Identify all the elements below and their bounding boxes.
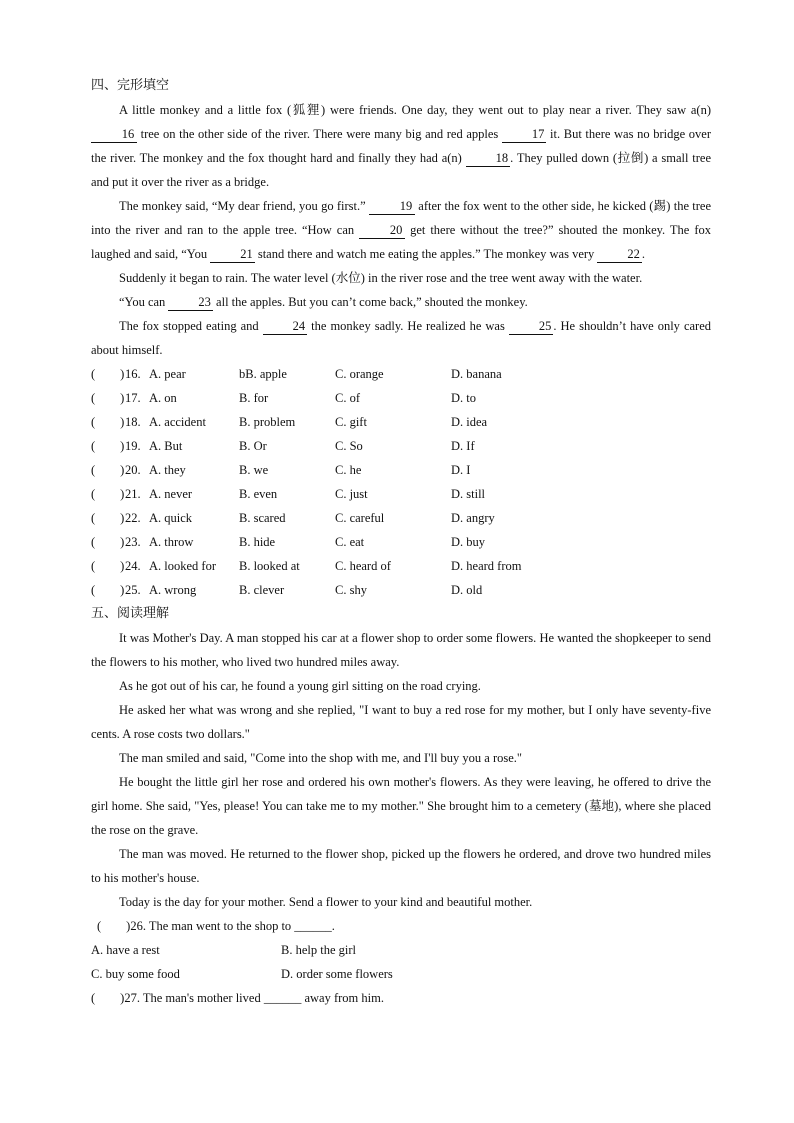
option-a: A. on xyxy=(149,391,177,405)
question-row xyxy=(91,578,711,602)
worksheet-page xyxy=(91,74,711,1010)
reading-paragraph: It was Mother's Day. A man stopped his car at a flower shop to order some flowers. He wanted the shopkeeper to send the flowers to his mother, who lived two hundred miles away. xyxy=(91,631,711,669)
option-d: D. heard from xyxy=(451,559,522,573)
blank-16: 16 xyxy=(91,126,137,143)
answer-paren: ( ) xyxy=(91,511,125,525)
option-b: B. even xyxy=(239,487,278,501)
question-row xyxy=(91,554,711,578)
answer-paren: ( ) xyxy=(91,535,125,549)
option-b: bB. apple xyxy=(239,367,287,381)
option-a: A. But xyxy=(149,439,183,453)
option-a: A. wrong xyxy=(149,583,197,597)
blank-19: 19 xyxy=(369,198,415,215)
question-row xyxy=(91,410,711,434)
option-b: B. for xyxy=(239,391,269,405)
answer-paren: ( ) xyxy=(91,559,125,573)
option-d: D. If xyxy=(451,439,475,453)
question-number: 20. xyxy=(125,463,141,477)
option-b: B. help the girl xyxy=(281,943,356,957)
option-b: B. scared xyxy=(239,511,286,525)
question-number: 23. xyxy=(125,535,141,549)
blank-22: 22 xyxy=(597,246,642,263)
question-number: 18. xyxy=(125,415,141,429)
option-d: D. order some flowers xyxy=(281,967,393,981)
option-c: C. careful xyxy=(335,511,385,525)
question-26-options-row-2 xyxy=(91,962,711,986)
cloze-paragraph xyxy=(91,266,711,290)
option-c: C. heard of xyxy=(335,559,391,573)
reading-paragraph: He bought the little girl her rose and ordered his own mother's flowers. As they were leaving, he offered to drive the girl home. She said, "Yes, please! You can take me to my mother." She brought him to a cemetery (墓地), where she placed the rose on the grave. xyxy=(91,775,711,837)
option-c: C. he xyxy=(335,463,362,477)
passage-text: it. But there was no bridge over the river. The monkey and the fox thought hard and finally they had a(n) xyxy=(91,127,711,165)
option-d: D. I xyxy=(451,463,471,477)
question-number: 24. xyxy=(125,559,141,573)
option-a: A. pear xyxy=(149,367,186,381)
reading-paragraph: He asked her what was wrong and she replied, "I want to buy a red rose for my mother, but I only have seventy-five cents. A rose costs two dollars." xyxy=(91,703,711,741)
option-a: A. accident xyxy=(149,415,206,429)
question-number: 25. xyxy=(125,583,141,597)
option-c: C. eat xyxy=(335,535,365,549)
blank-21: 21 xyxy=(210,246,255,263)
answer-paren: ( ) xyxy=(91,583,125,597)
cloze-questions xyxy=(91,362,711,602)
blank-23: 23 xyxy=(168,294,213,311)
option-d: D. buy xyxy=(451,535,486,549)
option-a: A. have a rest xyxy=(91,943,160,957)
question-row xyxy=(91,482,711,506)
passage-text: A little monkey and a little fox (狐狸) were friends. One day, they went out to play near a river. They saw a(n) xyxy=(119,103,711,117)
question-number: 16. xyxy=(125,367,141,381)
answer-paren: ( ) xyxy=(91,439,125,453)
passage-text: The fox stopped eating and xyxy=(119,319,263,333)
option-b: B. hide xyxy=(239,535,276,549)
cloze-paragraph xyxy=(91,98,711,194)
option-d: D. still xyxy=(451,487,486,501)
option-c: C. So xyxy=(335,439,363,453)
option-b: B. clever xyxy=(239,583,285,597)
option-a: A. throw xyxy=(149,535,194,549)
option-c: C. buy some food xyxy=(91,967,180,981)
option-b: B. Or xyxy=(239,439,267,453)
option-a: A. never xyxy=(149,487,193,501)
reading-paragraph: As he got out of his car, he found a young girl sitting on the road crying. xyxy=(119,679,481,693)
cloze-paragraph xyxy=(91,194,711,266)
reading-paragraph: The man was moved. He returned to the flower shop, picked up the flowers he ordered, and drove two hundred miles to his mother's house. xyxy=(91,847,711,885)
option-d: D. to xyxy=(451,391,476,405)
question-row xyxy=(91,458,711,482)
question-stem: 26. The man went to the shop to ______. xyxy=(130,919,335,933)
option-c: C. gift xyxy=(335,415,367,429)
passage-text: . xyxy=(641,247,646,261)
option-a: A. quick xyxy=(149,511,193,525)
question-row xyxy=(91,362,711,386)
blank-20: 20 xyxy=(359,222,405,239)
reading-paragraph: Today is the day for your mother. Send a flower to your kind and beautiful mother. xyxy=(119,895,533,909)
blank-25: 25 xyxy=(509,318,554,335)
question-number: 22. xyxy=(125,511,141,525)
question-number: 19. xyxy=(125,439,141,453)
passage-text: The monkey said, “My dear friend, you go first.” xyxy=(119,199,369,213)
option-c: C. orange xyxy=(335,367,384,381)
answer-paren: ( ) xyxy=(97,919,131,933)
option-b: B. looked at xyxy=(239,559,300,573)
reading-paragraph: The man smiled and said, "Come into the shop with me, and I'll buy you a rose." xyxy=(119,751,523,765)
passage-text: tree on the other side of the river. There were many big and red apples xyxy=(137,127,502,141)
passage-text: “You can xyxy=(119,295,169,309)
option-d: D. angry xyxy=(451,511,495,525)
option-d: D. idea xyxy=(451,415,488,429)
blank-24: 24 xyxy=(263,318,308,335)
answer-paren: ( ) xyxy=(91,487,125,501)
blank-17: 17 xyxy=(502,126,547,143)
question-row xyxy=(91,434,711,458)
passage-text: all the apples. But you can’t come back,” shouted the monkey. xyxy=(212,295,528,309)
option-d: D. old xyxy=(451,583,483,597)
passage-text: after the fox went to the other side, he kicked (踢) the tree into the river and ran to the apple tree. “How can xyxy=(91,199,712,237)
blank-18: 18 xyxy=(466,150,511,167)
question-26-options-row-1 xyxy=(91,938,711,962)
question-number: 17. xyxy=(125,391,141,405)
question-number: 21. xyxy=(125,487,141,501)
reading-passage xyxy=(91,626,711,914)
question-27 xyxy=(91,986,711,1010)
passage-text: . He shouldn’t have only cared about himself. xyxy=(91,319,711,357)
reading-heading: 五、阅读理解 xyxy=(91,606,170,621)
option-a: A. looked for xyxy=(149,559,216,573)
question-stem: 27. The man's mother lived ______ away from him. xyxy=(124,991,384,1005)
cloze-paragraph xyxy=(91,290,711,314)
passage-text: get there without the tree?” shouted the monkey. The fox laughed and said, “You xyxy=(91,223,711,261)
answer-paren: ( ) xyxy=(91,367,125,381)
option-c: C. just xyxy=(335,487,368,501)
question-row xyxy=(91,506,711,530)
option-b: B. problem xyxy=(239,415,296,429)
option-b: B. we xyxy=(239,463,269,477)
option-c: C. shy xyxy=(335,583,367,597)
option-a: A. they xyxy=(149,463,186,477)
question-row xyxy=(91,386,711,410)
option-d: D. banana xyxy=(451,367,502,381)
passage-text: the monkey sadly. He realized he was xyxy=(307,319,509,333)
answer-paren: ( ) xyxy=(91,991,125,1005)
cloze-paragraph xyxy=(91,314,711,362)
answer-paren: ( ) xyxy=(91,391,125,405)
cloze-passage xyxy=(91,98,711,362)
passage-text: Suddenly it began to rain. The water level (水位) in the river rose and the tree went away with the water. xyxy=(119,271,643,285)
question-row xyxy=(91,530,711,554)
option-c: C. of xyxy=(335,391,360,405)
answer-paren: ( ) xyxy=(91,415,125,429)
answer-paren: ( ) xyxy=(91,463,125,477)
question-26 xyxy=(91,914,711,938)
passage-text: stand there and watch me eating the apples.” The monkey was very xyxy=(254,247,598,261)
cloze-heading: 四、完形填空 xyxy=(91,78,170,93)
passage-text: . They pulled down (拉倒) a small tree and put it over the river as a bridge. xyxy=(91,151,712,189)
